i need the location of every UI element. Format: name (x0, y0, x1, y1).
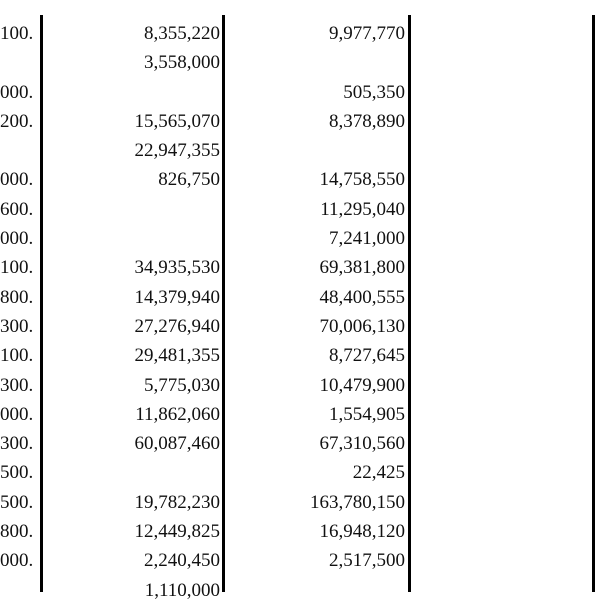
table-cell: 27,276,940 (134, 315, 220, 337)
table-cell: 8,355,220 (144, 23, 220, 44)
table-cell: 19,782,230 (134, 491, 220, 513)
table-cell: 2,517,500 (329, 550, 405, 572)
table-cell: .000 (0, 228, 34, 250)
table-cell: 826,750 (158, 169, 220, 191)
table-cell: .500 (0, 491, 34, 513)
table-cell (45, 78, 220, 107)
table-cell: 14,379,940 (134, 286, 220, 308)
table-cell: 10,479,900 (319, 374, 405, 396)
table-cell: 15,565,070 (134, 110, 220, 132)
table-cell: 8,378,890 (329, 110, 405, 132)
column-divider-3 (408, 15, 411, 592)
table-cell: .800 (0, 286, 34, 308)
table-cell (230, 576, 405, 605)
table-cell: 67,310,560 (319, 433, 405, 455)
table-cell: .300 (0, 433, 34, 455)
table-cell: .300 (0, 374, 34, 396)
table-cell (230, 136, 405, 165)
table-cell: .100 (0, 23, 34, 44)
table-cell: 69,381,800 (319, 257, 405, 279)
column-divider-2 (222, 15, 225, 592)
table-cell (0, 576, 37, 605)
table-cell: 12,449,825 (134, 521, 220, 543)
table-cell (230, 48, 405, 77)
table-cell: 3,558,000 (144, 52, 220, 74)
table-cell: 2,240,450 (144, 550, 220, 572)
table-column-c (230, 19, 405, 605)
table-cell: 60,087,460 (134, 433, 220, 455)
table-cell: .000 (0, 169, 34, 191)
table-cell (45, 458, 220, 487)
table-cell: .600 (0, 198, 34, 220)
table-cell: .000 (0, 81, 34, 103)
table-cell: .100 (0, 345, 34, 367)
table-cell: .100 (0, 257, 34, 279)
column-divider-1 (40, 15, 43, 592)
table-column-a (0, 19, 37, 605)
table-cell: 70,006,130 (319, 315, 405, 337)
table-cell: 5,775,030 (144, 374, 220, 396)
table-cell: 163,780,150 (310, 491, 405, 513)
table-cell (0, 136, 37, 165)
table-cell: 11,862,060 (135, 403, 220, 425)
column-divider-4 (592, 15, 595, 592)
table-cell: 1,110,000 (144, 579, 220, 601)
table-cell: 8,727,645 (329, 345, 405, 367)
table-cell: .300 (0, 315, 34, 337)
table-cell (45, 224, 220, 253)
table-cell: 34,935,530 (134, 257, 220, 279)
table-cell: 16,948,120 (319, 521, 405, 543)
table-cell: 7,241,000 (329, 228, 405, 250)
table-cell: 505,350 (343, 81, 405, 103)
table-cell: 22,425 (352, 462, 405, 484)
table-column-b (45, 19, 220, 605)
table-cell: .000 (0, 550, 34, 572)
table-cell: .000 (0, 403, 34, 425)
table-cell: 22,947,355 (134, 140, 220, 162)
table-cell: 14,758,550 (319, 169, 405, 191)
table-cell (45, 195, 220, 224)
table-cell: 9,977,770 (329, 23, 405, 44)
table-cell: .800 (0, 521, 34, 543)
table-cell (0, 48, 37, 77)
table-cell: 29,481,355 (134, 345, 220, 367)
table-cell: 48,400,555 (319, 286, 405, 308)
table-cell: .200 (0, 110, 34, 132)
table-cell: .500 (0, 462, 34, 484)
table-cell: 11,295,040 (320, 198, 405, 220)
table-cell: 1,554,905 (329, 403, 405, 425)
